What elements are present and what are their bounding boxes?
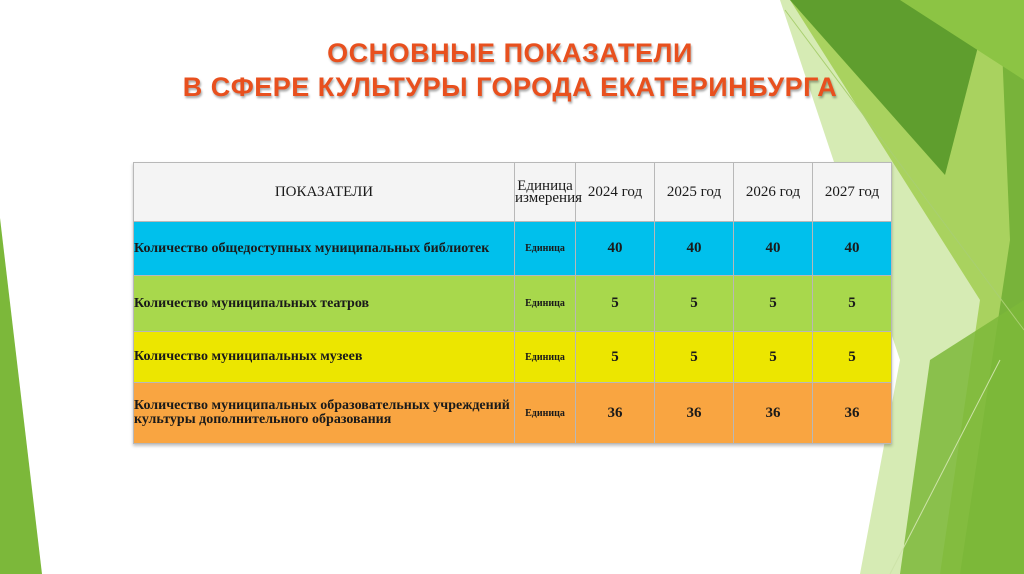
- indicators-table: [133, 162, 892, 444]
- table-row: [134, 276, 892, 332]
- value-2027: 5: [813, 332, 892, 383]
- value-2027: 36: [813, 383, 892, 444]
- table-header-row: [134, 163, 892, 222]
- table-row: [134, 222, 892, 276]
- indicator-unit: Единица: [515, 383, 576, 444]
- indicator-unit: Единица: [515, 276, 576, 332]
- table-row: [134, 332, 892, 383]
- indicator-unit: Единица: [515, 332, 576, 383]
- value-2026: 40: [734, 222, 813, 276]
- header-year-2024: 2024 год: [576, 163, 655, 222]
- value-2024: 5: [576, 276, 655, 332]
- value-2027: 5: [813, 276, 892, 332]
- header-unit-line-2: измерения: [515, 190, 583, 206]
- value-2027: 40: [813, 222, 892, 276]
- header-indicators: ПОКАЗАТЕЛИ: [134, 163, 515, 222]
- value-2026: 5: [734, 276, 813, 332]
- header-unit: [515, 163, 583, 222]
- value-2024: 5: [576, 332, 655, 383]
- table-row: [134, 383, 892, 444]
- indicator-unit: Единица: [515, 222, 576, 276]
- header-year-2027: 2027 год: [813, 163, 892, 222]
- value-2025: 40: [655, 222, 734, 276]
- indicator-name: Количество общедоступных муниципальных библиотек: [134, 222, 515, 276]
- indicator-name: Количество муниципальных театров: [134, 276, 515, 332]
- value-2025: 5: [655, 276, 734, 332]
- header-year-2026: 2026 год: [734, 163, 813, 222]
- value-2026: 5: [734, 332, 813, 383]
- title-line-2: В СФЕРЕ КУЛЬТУРЫ ГОРОДА ЕКАТЕРИНБУРГА: [182, 72, 838, 102]
- header-year-2025: 2025 год: [655, 163, 734, 222]
- header-unit-line-1: Единица: [517, 178, 573, 194]
- value-2024: 40: [576, 222, 655, 276]
- value-2025: 36: [655, 383, 734, 444]
- indicator-name: Количество муниципальных музеев: [134, 332, 515, 383]
- value-2024: 36: [576, 383, 655, 444]
- title-line-1: ОСНОВНЫЕ ПОКАЗАТЕЛИ: [327, 38, 693, 68]
- page-title: [150, 36, 870, 104]
- left-green-triangle: [0, 218, 42, 574]
- value-2025: 5: [655, 332, 734, 383]
- value-2026: 36: [734, 383, 813, 444]
- indicator-name: Количество муниципальных образовательных учреждений культуры дополнительного образования: [134, 383, 515, 444]
